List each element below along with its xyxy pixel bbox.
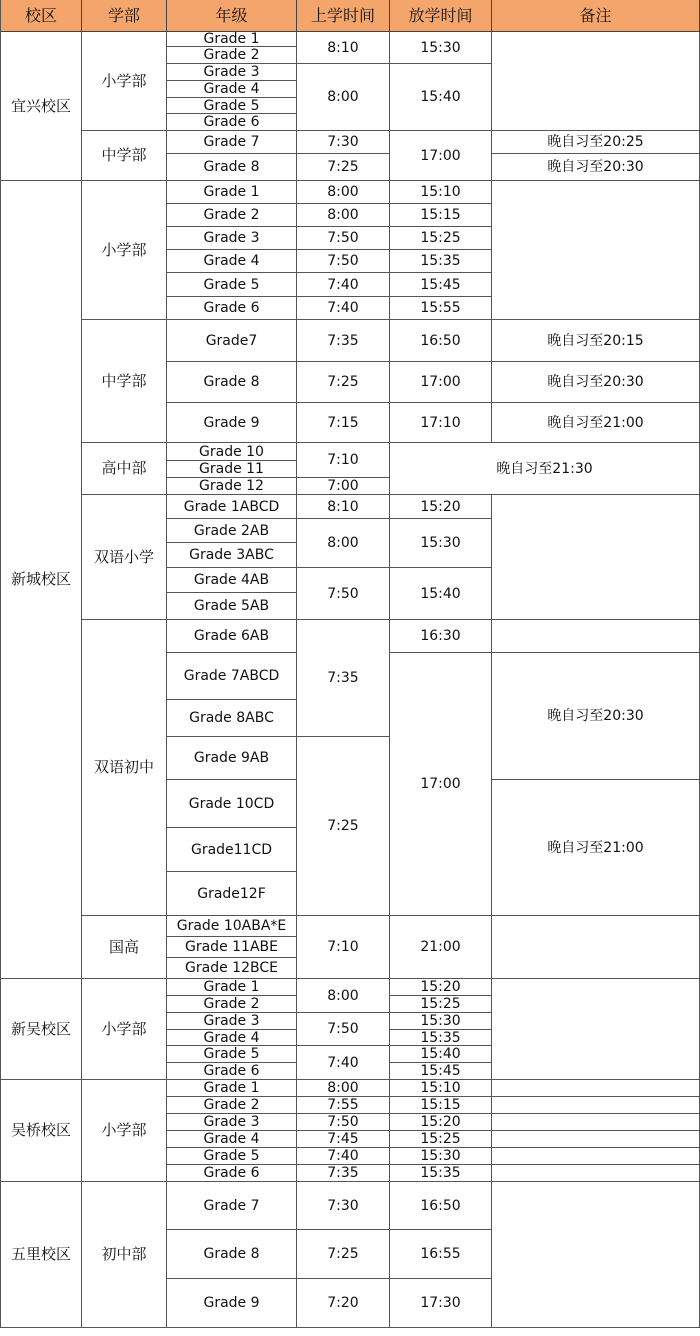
header-division: 学部 [82, 0, 167, 32]
note-cell-empty [492, 979, 700, 1080]
start-time-cell: 7:25 [297, 1230, 390, 1279]
end-time-cell: 15:25 [390, 996, 492, 1013]
start-time-cell: 7:50 [297, 1013, 390, 1046]
grade-cell: Grade 2 [167, 47, 297, 64]
end-time-cell: 15:40 [390, 1046, 492, 1063]
end-time-cell: 15:35 [390, 250, 492, 273]
start-time-cell: 7:40 [297, 297, 390, 320]
grade-cell: Grade 12BCE [167, 958, 297, 979]
end-time-cell: 17:00 [390, 131, 492, 181]
header-note: 备注 [492, 0, 700, 32]
start-time-cell: 7:00 [297, 478, 390, 495]
start-time-cell: 8:00 [297, 519, 390, 568]
end-time-cell: 17:30 [390, 1279, 492, 1328]
end-time-cell: 17:00 [390, 362, 492, 403]
start-time-cell: 7:50 [297, 227, 390, 250]
end-time-cell: 15:20 [390, 1114, 492, 1131]
grade-cell: Grade 5 [167, 273, 297, 297]
grade-cell: Grade 10CD [167, 780, 297, 828]
grade-cell: Grade 3 [167, 1114, 297, 1131]
grade-cell: Grade 7 [167, 1182, 297, 1230]
note-cell-empty [492, 32, 700, 131]
start-time-cell: 7:10 [297, 443, 390, 478]
start-time-cell: 7:40 [297, 1148, 390, 1165]
start-time-cell: 7:25 [297, 154, 390, 181]
end-time-cell: 15:30 [390, 1013, 492, 1030]
start-time-cell: 7:50 [297, 1114, 390, 1131]
end-time-cell: 15:20 [390, 495, 492, 519]
grade-cell: Grade 6 [167, 297, 297, 320]
note-cell: 晚自习至20:30 [492, 653, 700, 780]
grade-cell: Grade 4 [167, 81, 297, 98]
end-time-cell: 15:15 [390, 204, 492, 227]
note-cell-empty [492, 1165, 700, 1182]
division-name: 小学部 [82, 979, 167, 1080]
grade-cell: Grade 6AB [167, 620, 297, 653]
note-cell-empty [492, 181, 700, 320]
end-time-cell: 15:30 [390, 519, 492, 568]
division-name: 中学部 [82, 320, 167, 443]
start-time-cell: 7:35 [297, 320, 390, 362]
division-name: 国高 [82, 916, 167, 979]
grade-cell: Grade 1ABCD [167, 495, 297, 519]
grade-cell: Grade 5 [167, 1148, 297, 1165]
note-cell-empty [492, 1182, 700, 1328]
end-time-cell: 15:20 [390, 979, 492, 996]
start-time-cell: 8:00 [297, 64, 390, 131]
grade-cell: Grade12F [167, 872, 297, 916]
note-cell: 晚自习至21:00 [492, 403, 700, 443]
header-grade: 年级 [167, 0, 297, 32]
start-time-cell: 7:15 [297, 403, 390, 443]
end-time-cell: 15:30 [390, 1148, 492, 1165]
start-time-cell: 8:10 [297, 32, 390, 64]
end-time-cell: 15:45 [390, 273, 492, 297]
grade-cell: Grade 2 [167, 996, 297, 1013]
grade-cell: Grade 11 [167, 461, 297, 478]
end-time-cell: 15:30 [390, 32, 492, 64]
start-time-cell: 7:50 [297, 568, 390, 620]
campus-name: 新城校区 [0, 181, 82, 979]
grade-cell: Grade 1 [167, 1080, 297, 1097]
grade-cell: Grade 7 [167, 131, 297, 154]
note-cell: 晚自习至20:25 [492, 131, 700, 154]
start-time-cell: 7:30 [297, 1182, 390, 1230]
end-time-cell: 16:50 [390, 1182, 492, 1230]
note-cell-empty [492, 620, 700, 653]
note-cell-empty [492, 916, 700, 979]
division-name: 小学部 [82, 181, 167, 320]
grade-cell: Grade 4 [167, 1131, 297, 1148]
grade-cell: Grade 12 [167, 478, 297, 495]
end-time-cell: 15:35 [390, 1030, 492, 1046]
note-cell-empty [492, 1097, 700, 1114]
start-time-cell: 7:20 [297, 1279, 390, 1328]
division-name: 初中部 [82, 1182, 167, 1328]
end-time-cell: 21:00 [390, 916, 492, 979]
start-time-cell: 7:25 [297, 737, 390, 916]
note-cell: 晚自习至21:00 [492, 780, 700, 916]
start-time-cell: 7:40 [297, 1046, 390, 1080]
end-time-cell: 16:50 [390, 320, 492, 362]
end-time-cell: 15:40 [390, 568, 492, 620]
grade-cell: Grade 3 [167, 227, 297, 250]
campus-name: 吴桥校区 [0, 1080, 82, 1182]
start-time-cell: 7:45 [297, 1131, 390, 1148]
end-time-cell: 16:55 [390, 1230, 492, 1279]
start-time-cell: 7:35 [297, 620, 390, 737]
start-time-cell: 7:55 [297, 1097, 390, 1114]
start-time-cell: 7:25 [297, 362, 390, 403]
campus-name: 五里校区 [0, 1182, 82, 1328]
start-time-cell: 7:10 [297, 916, 390, 979]
start-time-cell: 8:00 [297, 181, 390, 204]
grade-cell: Grade 5 [167, 1046, 297, 1063]
grade-cell: Grade 10ABA*E [167, 916, 297, 937]
grade-cell: Grade 9AB [167, 737, 297, 780]
end-time-cell: 15:45 [390, 1063, 492, 1080]
grade-cell: Grade 2 [167, 204, 297, 227]
grade-cell: Grade 10 [167, 443, 297, 461]
campus-name: 新吴校区 [0, 979, 82, 1080]
start-time-cell: 8:00 [297, 1080, 390, 1097]
end-time-cell: 15:15 [390, 1097, 492, 1114]
grade-cell: Grade 7ABCD [167, 653, 297, 700]
start-time-cell: 8:00 [297, 204, 390, 227]
division-name: 双语小学 [82, 495, 167, 620]
grade-cell: Grade 8 [167, 362, 297, 403]
grade-cell: Grade 5AB [167, 593, 297, 620]
grade-cell: Grade 11ABE [167, 937, 297, 958]
note-cell-empty [492, 495, 700, 620]
grade-cell: Grade7 [167, 320, 297, 362]
note-cell-empty [492, 1114, 700, 1131]
note-cell: 晚自习至20:30 [492, 362, 700, 403]
end-time-cell: 15:10 [390, 1080, 492, 1097]
division-name: 中学部 [82, 131, 167, 181]
grade-cell: Grade 3 [167, 1013, 297, 1030]
start-time-cell: 7:40 [297, 273, 390, 297]
division-name: 高中部 [82, 443, 167, 495]
grade-cell: Grade 1 [167, 979, 297, 996]
grade-cell: Grade 9 [167, 403, 297, 443]
note-cell: 晚自习至20:30 [492, 154, 700, 181]
grade-cell: Grade11CD [167, 828, 297, 872]
grade-cell: Grade 2AB [167, 519, 297, 543]
end-time-cell: 15:25 [390, 227, 492, 250]
grade-cell: Grade 4 [167, 250, 297, 273]
grade-cell: Grade 1 [167, 32, 297, 47]
grade-cell: Grade 2 [167, 1097, 297, 1114]
start-time-cell: 8:00 [297, 979, 390, 1013]
end-time-cell: 15:40 [390, 64, 492, 131]
header-end-time: 放学时间 [390, 0, 492, 32]
end-time-cell: 15:35 [390, 1165, 492, 1182]
note-cell-empty [492, 1131, 700, 1148]
grade-cell: Grade 6 [167, 1165, 297, 1182]
header-campus: 校区 [0, 0, 82, 32]
start-time-cell: 7:30 [297, 131, 390, 154]
grade-cell: Grade 5 [167, 98, 297, 114]
grade-cell: Grade 8 [167, 1230, 297, 1279]
end-time-cell: 15:10 [390, 181, 492, 204]
division-name: 双语初中 [82, 620, 167, 916]
grade-cell: Grade 3ABC [167, 543, 297, 568]
start-time-cell: 7:35 [297, 1165, 390, 1182]
grade-cell: Grade 8 [167, 154, 297, 181]
end-time-cell: 17:10 [390, 403, 492, 443]
grade-cell: Grade 1 [167, 181, 297, 204]
division-name: 小学部 [82, 32, 167, 131]
note-cell: 晚自习至20:15 [492, 320, 700, 362]
grade-cell: Grade 3 [167, 64, 297, 81]
end-time-cell: 17:00 [390, 653, 492, 916]
note-cell: 晚自习至21:30 [390, 443, 700, 495]
note-cell-empty [492, 1148, 700, 1165]
start-time-cell: 8:10 [297, 495, 390, 519]
division-name: 小学部 [82, 1080, 167, 1182]
campus-name: 宜兴校区 [0, 32, 82, 181]
end-time-cell: 16:30 [390, 620, 492, 653]
start-time-cell: 7:50 [297, 250, 390, 273]
end-time-cell: 15:55 [390, 297, 492, 320]
header-start-time: 上学时间 [297, 0, 390, 32]
grade-cell: Grade 6 [167, 1063, 297, 1080]
end-time-cell: 15:25 [390, 1131, 492, 1148]
grade-cell: Grade 4AB [167, 568, 297, 593]
grade-cell: Grade 6 [167, 114, 297, 131]
grade-cell: Grade 8ABC [167, 700, 297, 737]
note-cell-empty [492, 1080, 700, 1097]
grade-cell: Grade 9 [167, 1279, 297, 1328]
grade-cell: Grade 4 [167, 1030, 297, 1046]
